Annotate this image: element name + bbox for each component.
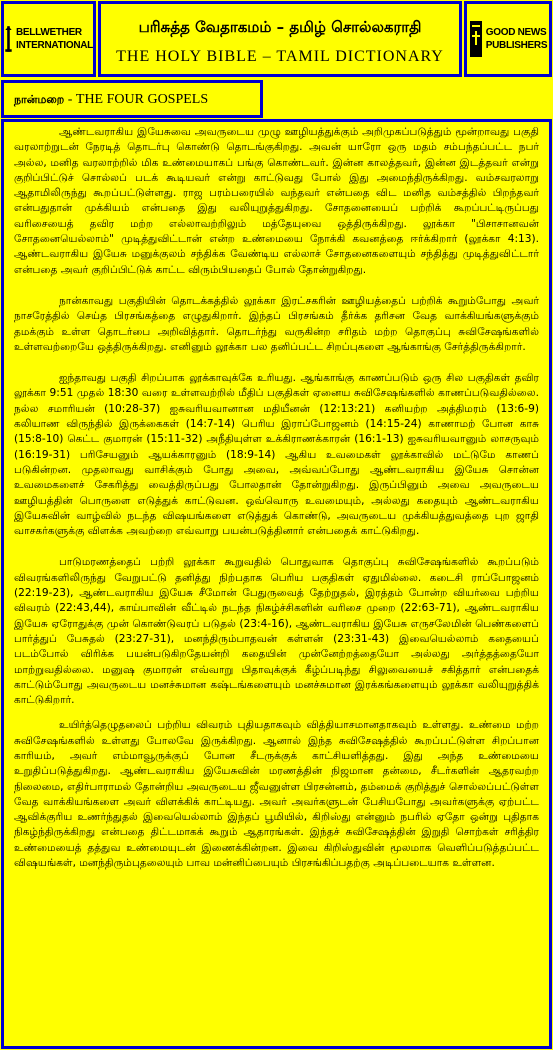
right-logo-line2: PUBLISHERS	[485, 40, 548, 51]
paragraph: ஐந்தாவது பகுதி சிறப்பாக லூக்காவுக்கே உரியது. ஆங்காங்கு காணப்படும் ஒரு சில பகுதிகள் தவிர லூக்கா 9:51 முதல் 18:30 வரை உள்ளவற்றில் மீதிப் பகுதிகள் ஏனைய சுவிசேஷங்களில் காணப்படுவதில்லை. நல்ல சமாரியன் (10:28-37) ஐசுவரியவானான மதியீனன் (12:13:21) கனியற்ற அத்திமரம் (13:6-9) கலியாண விருந்தில் இருக்கைகள் (14:7-14) பெரிய இராப்போஜனம் (14:15-24) காணாமற் போன காசு (15:8-10) கெட்ட குமாரன் (15:11-32) அநீதியுள்ள உக்கிராணக்காரன் (16:1-13) ஐசுவரியவானும் லாசருவும் (16:19-31) பரிசேயனும் ஆயக்காரனும் (18:9-14) ஆகிய உவமைகள் லூக்காவில் மட்டுமே காணப் படுகின்றன. முதலாவது வாசிக்கும் போது அவை, அவ்வப்போது ஆண்டவராகிய இயேசு சொன்ன உவமைகளைச் சேகரித்து வைத்திருப்பது போலதான் தோன்றுகிறது. இருப்பினும் அவை அவருடைய ஊழியத்தின் பொருளை எடுத்துக் காட்டுவன. ஒவ்வொரு உவமையும், அல்லது கதையும் ஆண்டவராகிய இயேசுவின் வாழ்வில் நடந்த விஷயங்களை எடுத்துக் கொண்டு, அவருடைய முக்கியத்துவத்தை புற ஜாதி வாசகர்களுக்கு விளக்க அவற்றை எவ்வாறு பயன்படுத்தினார் என்பதைக் காட்டுகிறது.	[14, 372, 539, 538]
good-news-logo	[464, 1, 552, 77]
title-tamil: பரிசுத்த வேதாகமம் – தமிழ் சொல்லகராதி	[138, 18, 422, 36]
paragraph: நான்காவது பகுதியின் தொடக்கத்தில் லூக்கா இரட்சகரின் ஊழியத்தைப் பற்றிக் கூறும்போது அவர் நாசரேத்தில் செய்த பிரசங்கத்தை எழுதுகிறார். இந்தப் பிரசங்கம் தீர்க்க தரிசன வேத வாக்கியங்களுக்கும் தமக்கும் உள்ள தொடர்பை அறிவித்தார். தொடர்ந்து வருகின்ற சரிதம் மற்ற தொகுப்பு சுவிசேஷங்களில் உள்ளவற்றையே ஒத்திருக்கிறது. எனினும் லூக்கா பல தனிப்பட்ட சிறப்புகளை ஆங்காங்கு சேர்த்திருக்கிறார்.	[14, 294, 539, 353]
paragraph: பாடுமரணத்தைப் பற்றி லூக்கா கூறுவதில் பொதுவாக தொகுப்பு சுவிசேஷங்களில் கூறப்படும் விவரங்களிலிருந்து வேறுபட்டு தனித்து நிற்பதாக பெரிய பகுதிகள் ஏதுமில்லை. கடைசி ராப்போஜனம் (22:19-23), ஆண்டவராகிய இயேசு சீமோன் பேதுருவைத் தேற்றுதல், இரத்தம் போன்ற வியர்வை பற்றிய விவரம் (22:43,44), காய்பாவின் வீட்டில் நடந்த நிகழ்ச்சிகளின் வரிசை முறை (22:63-71), ஆண்டவராகிய இயேசு ஏரோதுக்கு முன் கொண்டுவரப் படுதல் (23:4-16), ஆண்டவராகிய இயேசு எருசலேமின் பெண்களைப் பார்த்துப் பேசுதல் (23:27-31), மனந்திரும்பாதவன் கள்ளன் (23:31-43) இவையெல்லாம் கதையைப் படம்போல் விரிக்க பயன்படுகிறதேயன்றி கதையின் முன்னேற்றத்தையோ அல்லது அர்த்தத்தையோ மாற்றுவதில்லை. மனுஷ குமாரன் எவ்வாறு பிதாவுக்குக் கீழ்ப்படிந்து சிலுவையைச் சகித்தார் என்பதைக் காட்டும்போது அவருடைய மனச்சுமான கஷ்டங்களையும் மனச்சுமான இரக்கங்களையும் லூக்கா வலியுறுத்திக் காட்டுகிறார்.	[14, 556, 539, 707]
bell-icon	[4, 17, 13, 61]
article-body	[1, 119, 552, 1049]
title-banner	[98, 1, 462, 77]
section-title-english: - THE FOUR GOSPELS	[64, 92, 209, 107]
book-icon	[469, 17, 483, 61]
bellwether-logo	[1, 1, 96, 77]
section-heading	[1, 80, 263, 118]
left-logo-line1: BELLWETHER	[15, 27, 82, 38]
left-logo-line2: INTERNATIONAL	[15, 40, 93, 51]
paragraph: ஆண்டவராகிய இயேசுவை அவருடைய முழு ஊழியத்துக்கும் அறிமுகப்படுத்தும் மூன்றாவது பகுதி வரலாற்றுடன் நேரடித் தொடர்பு கொண்டு தொடங்குகிறது. அவன் யாரோ ஒரு மதம் சம்பந்தப்பட்ட நபர் அல்ல, மனித வரலாற்றில் மிக உண்மையாகப் பங்கு கொண்டவர். இன்ன காலத்தவர், இன்ன இடத்தவர் என்று குறிப்பிட்டுச் சொல்லப் படக் கூடியவர் என்று காட்டுவது போல் இது அமைந்திருக்கிறது. வம்சவரலாறு ஆதாமிலிருந்து கூறப்பட்டுள்ளது. ராஜ பரம்பரையில் வந்தவர் என்பதை விட மனித வம்சத்தில் பிறந்தவர் என்பதுதான் முக்கியம் என்பதை இது வலியுறுத்துகிறது. சோதனையைப் பற்றிக் கூறப்பட்டிருப்பது வரிசையைத் தவிர மற்ற எல்லாவற்றிலும் மத்தேயுவை ஒத்திருக்கிறது. லூக்கா "பிசாசானவன் சோதனையெல்லாம்" முடித்துவிட்டான் என்ற உண்மையை நோக்கி கவனத்தை ஈர்க்கிறார் (லூக்கா 4:13). ஆண்டவராகிய இயேசு மனுக்குலம் சந்திக்க வேண்டிய எல்லாச் சோதனைகளையும் சந்தித்து முடித்துவிட்டார் என்பதை அவர் குறிப்பிட்டுக் காட்ட விரும்பியதைப் போல் தோன்றுகிறது.	[14, 126, 539, 276]
paragraph: உயிர்த்தெழுதலைப் பற்றிய விவரம் புதியதாகவும் வித்தியாசமானதாகவும் உள்ளது. உண்மை மற்ற சுவிசேஷங்களில் உள்ளது போலவே இருக்கிறது. ஆனால் இந்த சுவிசேஷத்தில் கூறப்பட்டுள்ள சிறப்பான காரியம், அவர் எம்மாவூருக்குப் போன சீடருக்குக் காட்சியளித்தது. இது அந்த உண்மையை உறுதிப்படுத்துகிறது. ஆண்டவராகிய இயேசுவின் மரணத்தின் நிஜமான தன்மை, சீடர்களின் ஆதரவற்ற நிலைமை, எதிர்பாராமல் தோன்றிய அவருடைய ஜீவனுள்ள பிரசன்னம், தம்மைக் குறித்துச் சொல்லப்பட்டுள்ள வேத வாக்கியங்களை அவர் விளக்கிக் காட்டியது. அவர் அவர்களுடன் பேசியபோது அவர்களுக்கு ஏற்பட்ட ஆவிக்குரிய உணர்ந்துதல் இவையெல்லாம் இந்தப் பூமியில், கிறிஸ்து என்னும் நபரில் ஏதோ ஒன்று புதிதாக நிகழ்ந்திருக்கிறது என்பதை திட்டமாகக் கூறும் ஆதாரங்கள். இந்தச் சுவிசேஷத்தின் இறுதி சொற்கள் சரித்திர உண்மையைத் தத்துவ உண்மையுடன் இணைக்கின்றன. இவை கிறிஸ்துவின் மூலமாக வெளிப்படுத்தப்பட்ட விஷயங்கள், மனந்திரும்புதலையும் பாவ மன்னிப்பையும் பிரசங்கிப்பதற்கு அடிப்படையாக உள்ளன.	[14, 719, 539, 870]
section-title-tamil: நான்மறை	[14, 93, 65, 106]
right-logo-line1: GOOD NEWS	[485, 27, 547, 38]
title-english: THE HOLY BIBLE – TAMIL DICTIONARY	[116, 48, 444, 65]
